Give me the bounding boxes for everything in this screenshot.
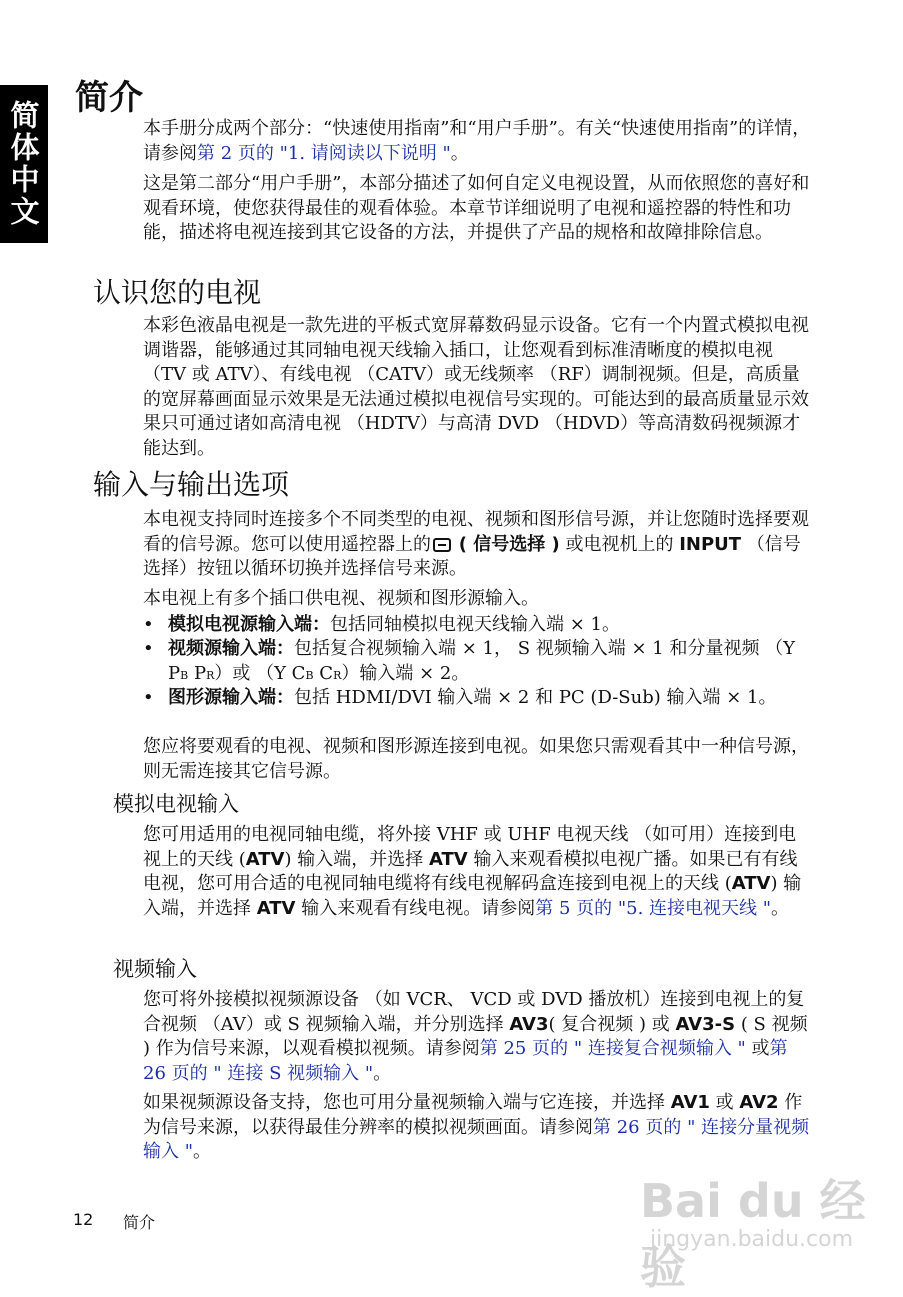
io-paragraph-1: 本电视支持同时连接多个不同类型的电视、视频和图形信号源，并让您随时选择要观看的信号源。您可以使用遥控器上的 ( 信号选择 ) 或电视机上的 INPUT （信号选择）按钮以循环切换并选择信号来源。 — [143, 509, 809, 579]
io-paragraph-3: 您应将要观看的电视、视频和图形源连接到电视。如果您只需观看其中一种信号源，则无需连接其它信号源。 — [143, 736, 809, 782]
list-item-atv-input: • 模拟电视源输入端：包括同轴模拟电视天线输入端 × 1。 — [143, 614, 620, 635]
input-source-icon — [433, 538, 451, 552]
link-page-5[interactable]: 第 5 页的 "5. 连接电视天线 " — [535, 897, 772, 919]
link-page-2[interactable]: 第 2 页的 "1. 请阅读以下说明 " — [197, 142, 451, 164]
video-paragraph-2: 如果视频源设备支持，您也可用分量视频输入端与它连接，并选择 AV1 或 AV2 作为信号来源，以获得最佳分辨率的模拟视频画面。请参阅第 26 页的 " 连接分量视频输入 "。 — [143, 1092, 810, 1162]
list-item-graphics-input: • 图形源输入端：包括 HDMI/DVI 输入端 × 2 和 PC (D-Sub) 输入端 × 1。 — [143, 687, 777, 708]
link-page-25[interactable]: 第 25 页的 " 连接复合视频输入 " — [479, 1038, 746, 1059]
video-paragraph-1: 您可将外接模拟视频源设备 （如 VCR、 VCD 或 DVD 播放机）连接到电视上的复合视频 （AV）或 S 视频输入端，并分别选择 AV3( 复合视频 ) 或 AV3-S ( S 视频 ) 作为信号来源，以观看模拟视频。请参阅第 25 页的 " 连接复合视频输入 " 或第 26 页的 " 连接 S 视频输入 "。 — [143, 989, 808, 1084]
tv-paragraph: 本彩色液晶电视是一款先进的平板式宽屏幕数码显示设备。它有一个内置式模拟电视调谐器，能够通过其同轴电视天线输入插口，让您观看到标准清晰度的模拟电视 （TV 或 ATV）、有线电视 （CATV）或无线频率 （RF）调制视频。但是，高质量的宽屏幕画面显示效果是无法通过模拟电视信号实现的。可能达到的最高质量显示效果只可通过诸如高清电视 （HDTV）与高清 DVD （HDVD）等高清数码视频源才能达到。 — [143, 315, 809, 459]
footer-section-name: 简介 — [123, 1213, 156, 1232]
page-number: 12 — [73, 1210, 94, 1229]
heading-video-input: 视频输入 — [113, 957, 197, 981]
list-item-video-input: • 视频源输入端：包括复合视频输入端 × 1， S 视频输入端 × 1 和分量视频 （Y PB PR）或 （Y CB CR）输入端 × 2。 — [143, 638, 796, 684]
heading-know-your-tv: 认识您的电视 — [93, 276, 262, 309]
language-side-tab: 简体中文 — [0, 85, 48, 243]
io-paragraph-2: 本电视上有多个插口供电视、视频和图形源输入。 — [143, 588, 539, 609]
watermark-logo — [640, 1165, 880, 1294]
heading-analog-tv-input: 模拟电视输入 — [113, 792, 239, 816]
heading-io-options: 输入与输出选项 — [93, 468, 290, 501]
link-page-26-component[interactable]: 第 26 页的 " 连接分量视频输入 " — [143, 1116, 810, 1162]
link-page-26-svideo[interactable]: 第 26 页的 " 连接 S 视频输入 " — [143, 1038, 788, 1084]
intro-paragraph-1: 本手册分成两个部分：“快速使用指南”和“用户手册”。有关“快速使用指南”的详情，请参阅第 2 页的 "1. 请阅读以下说明 "。 — [143, 118, 811, 164]
page-title: 简介 — [75, 78, 143, 118]
watermark-brand: Bai du 经验 — [640, 1174, 866, 1294]
watermark-url: jingyan.baidu.com — [650, 1227, 854, 1252]
intro-paragraph-2: 这是第二部分“用户手册”，本部分描述了如何自定义电视设置，从而依照您的喜好和观看环境，使您获得最佳的观看体验。本章节详细说明了电视和遥控器的特性和功能，描述将电视连接到其它设备的方法，并提供了产品的规格和故障排除信息。 — [143, 173, 810, 243]
atv-paragraph: 您可用适用的电视同轴电缆，将外接 VHF 或 UHF 电视天线 （如可用）连接到电视上的天线 (ATV) 输入端，并选择 ATV 输入来观看模拟电视广播。如果已有有线电视，您可用合适的电视同轴电缆将有线电视解码盒连接到电视上的天线 (ATV) 输入端，并选择 ATV 输入来观看有线电视。请参阅第 5 页的 "5. 连接电视天线 "。 — [143, 824, 802, 919]
